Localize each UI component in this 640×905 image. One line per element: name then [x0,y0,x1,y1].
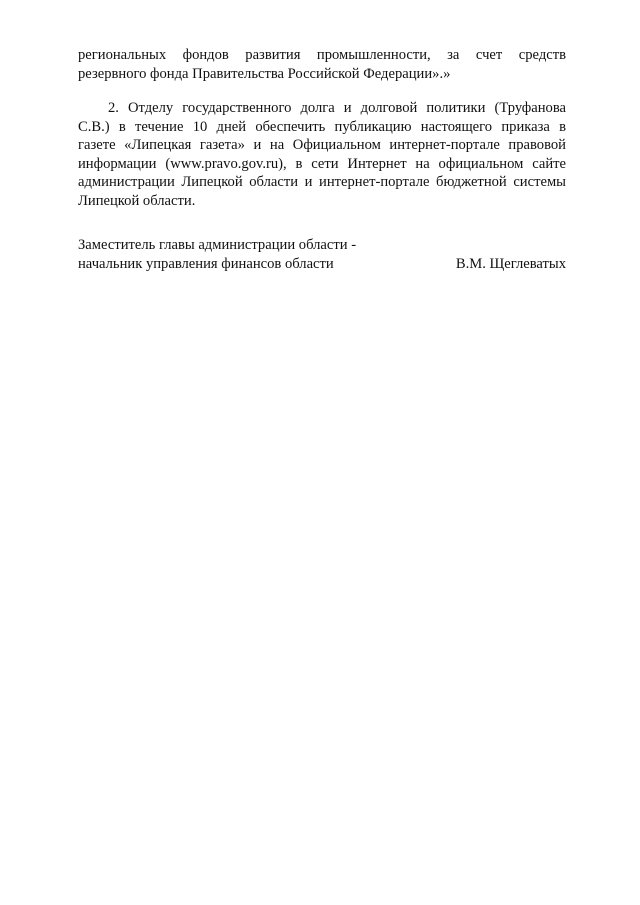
paragraph-continuation [78,46,566,83]
text-line: региональных фондов развития промышленности, за счет средств [78,47,566,63]
text-line: 2. Отделу государственного долга и долговой политики (Труфанова [108,100,566,116]
signature-block [78,236,566,273]
text-line: Липецкой области. [78,192,196,209]
text-line: С.В.) в течение 10 дней обеспечить публикацию настоящего приказа в [78,118,566,135]
text-line: информации (www.pravo.gov.ru), в сети Интернет на официальном сайте [78,155,566,172]
signature-position-line1: Заместитель главы администрации области - [78,237,357,253]
text-line: газете «Липецкая газета» и на Официальном интернет-портале правовой [78,137,566,153]
text-line: резервного фонда Правительства Российской Федерации».» [78,65,451,82]
signature-name-row [78,255,566,274]
signatory-name: В.М. Щеглеватых [455,255,566,272]
signature-position-line2: начальник управления финансов области [78,255,334,272]
signature-position-row [78,236,566,255]
paragraph-item-2 [78,99,566,210]
text-line: администрации Липецкой области и интернет-портале бюджетной системы [78,174,566,190]
